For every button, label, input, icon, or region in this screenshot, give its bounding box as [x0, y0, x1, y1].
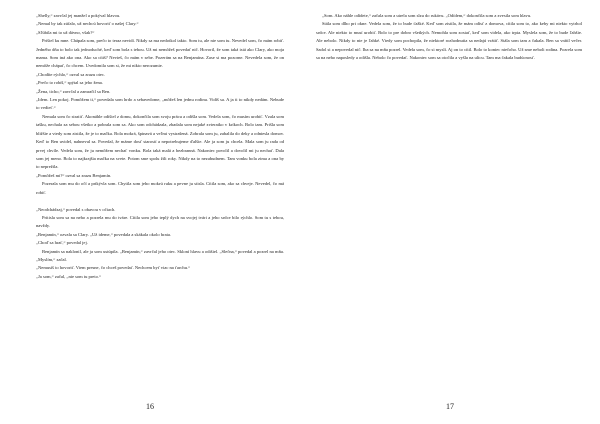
paragraph: Stála som dlho pri okne. Vedela som, že to bude ťažké. Keď som zistila, že mám odísť z domova, cítila som to, ako keby mi niekto vytrhol srdce. Ale niekto to musí urobiť. Bolo to pre dobro všetkých. Nemohla som zostať, keď som videla, ako trpia. Myslela som, že to bude ľahšie. Ale nebolo. Nikdy to nie je ľahké. Vtedy som pochopila, že niektoré rozhodnutia sa nedajú vrátiť. Stála som tam a čakala. Ben sa vrátil večer. Sadol si a nepovedal nič. Iba sa na mňa pozrel. Vedela som, čo si myslí. Aj on to cítil. Bolo to koniec niečoho. Už sme neboli rodina. Pozrela som sa na neho naposledy a odišla. Nebolo čo povedať. Nakoniec som sa otočila a vyšla na ulicu. Tam ma čakala budúcnosť.	[316, 21, 582, 61]
paragraph: „Prečo to robíš,“ spýtal sa jeho žena.	[36, 80, 103, 86]
paragraph: Pritisla som sa na neho a pozrela mu do tváre. Cítila som jeho teplý dych na svojej tvári a jeho srdce bilo rýchlo. Som tu s tebou, navždy.	[36, 214, 284, 229]
paragraph: „Žena, ticho,“ zavrčal a zamračil sa Ben.	[36, 88, 111, 94]
paragraph: „Shelly,“ zavrčal jej manžel a pokýval hlavou.	[36, 13, 121, 18]
paragraph: Benjamín sa naklonil, ale ja som ustúpila. „Benjamín,“ zavrčal jeho otec. Skloní hlavu a odišiel. „Slečna,“ povedal a pozrel na mňa. „Myslím,“ začal.	[36, 248, 284, 262]
paragraph: „Som. Ako náhle odídete,“ začala som a utrela som slzu do rukávu. „Odídem,“ dokončila som a zvesila som hlavu.	[322, 13, 532, 18]
paragraph: „Nemal by tak zúfalo, už nechcú hovoriť o našej Clary.“	[36, 21, 139, 27]
paragraph: Nemala som čo stratiť. Akonáhle odišiel z domu, dokončila som svoju prácu a odišla som. Vedela som, čo musím urobiť. Vzala som tašku, nechala za sebou všetko a pobrala som sa. Ako som odchádzala, zbadala som nejaké zvieratko v kríkoch. Bolo tam. Prišla som bližšie a vtedy som zistila, že je to mačka. Bola mokrá, špinavá a veľmi vystrašená. Zobrala som ju, zabalila do deky a odniesla domov. Keď to Ben uvidel, nahneval sa. Povedal, že máme dosť starostí a nepotrebujeme ďalšie. Ale ja som ju chcela. Mala som ju rada od prvej chvíle. Vedela som, že ju nemôžem nechať vonku. Bola taká malá a bezbranná. Nakoniec povolil a dovolil mi ju nechať. Dala som jej meno. Bola to najkrajšia mačka na svete. Potom sme spolu žili roky. Nikdy na to nezabudnem. Tam vonku bola zima a ona by to neprežila.	[36, 113, 284, 170]
right-page	[300, 0, 600, 424]
section-break	[36, 197, 284, 206]
paragraph: „Benjamín,“ ozvala sa Clary. „Už ideme,“ povedala a skákala okolo brata.	[36, 231, 172, 237]
paragraph: „Chodíte rýchlo,“ ozval sa zrazu otec.	[36, 71, 106, 77]
right-page-text	[316, 12, 582, 62]
page-number-left: 16	[146, 402, 154, 411]
paragraph: „Ja som,“ začal, „nie som tu preto.“	[36, 273, 102, 279]
paragraph: „Pomôžeš mi?“ ozval sa zrazu Benjamín.	[36, 172, 112, 178]
paragraph: Prišiel ku mne. Chápala som, prečo to teraz nevidí. Nikdy sa ma nedotkol takto. Som tu, ale nie som tu. Nevedel som, čo mám robiť. Jedného dňa to bolo tak jednoduché, keď som bola s tebou. Už mi nemôžeš povedať nič. Hovoril, že som taká istá ako Clary, ako moja mama. Som iná ako ona. Ako sa cítiš? Nevieš, čo mám v sebe. Pozerám sa na Benjamína. Zase si ma pozorne. Nevedela som, že on nemôže chápať, čo chcem. Uvedomila som si, že mi nikto nerozumie.	[36, 38, 284, 69]
paragraph: Pozerala som mu do očí a prikývla som. Chytila som jeho mokrú ruku a pevne ju stisla. Cítila som, ako sa chveje. Nevedel, čo má robiť.	[36, 181, 284, 195]
paragraph: „Sľúbila mi to už dávno, však?“	[36, 29, 95, 35]
paragraph: „Idem. Len pokoj. Pomôžem ti,“ povedala som hrdo a sebavedome, „môžeš len jednu rodinu. Vidíš sa. A ja ti to nikdy nedám. Nebude to vedieť.“	[36, 97, 284, 111]
paragraph: „Nemusíš to hovoriť. Viem presne, čo chceš povedať. Nechcem byť viac na ťarchu.“	[36, 265, 191, 271]
paragraph: „Choď sa hrať,“ povedal jej.	[36, 240, 88, 246]
left-page-text	[36, 12, 284, 281]
paragraph: „Neodchádzaj,“ povedal s obavou v očiach.	[36, 206, 116, 212]
page-number-right: 17	[446, 402, 454, 411]
